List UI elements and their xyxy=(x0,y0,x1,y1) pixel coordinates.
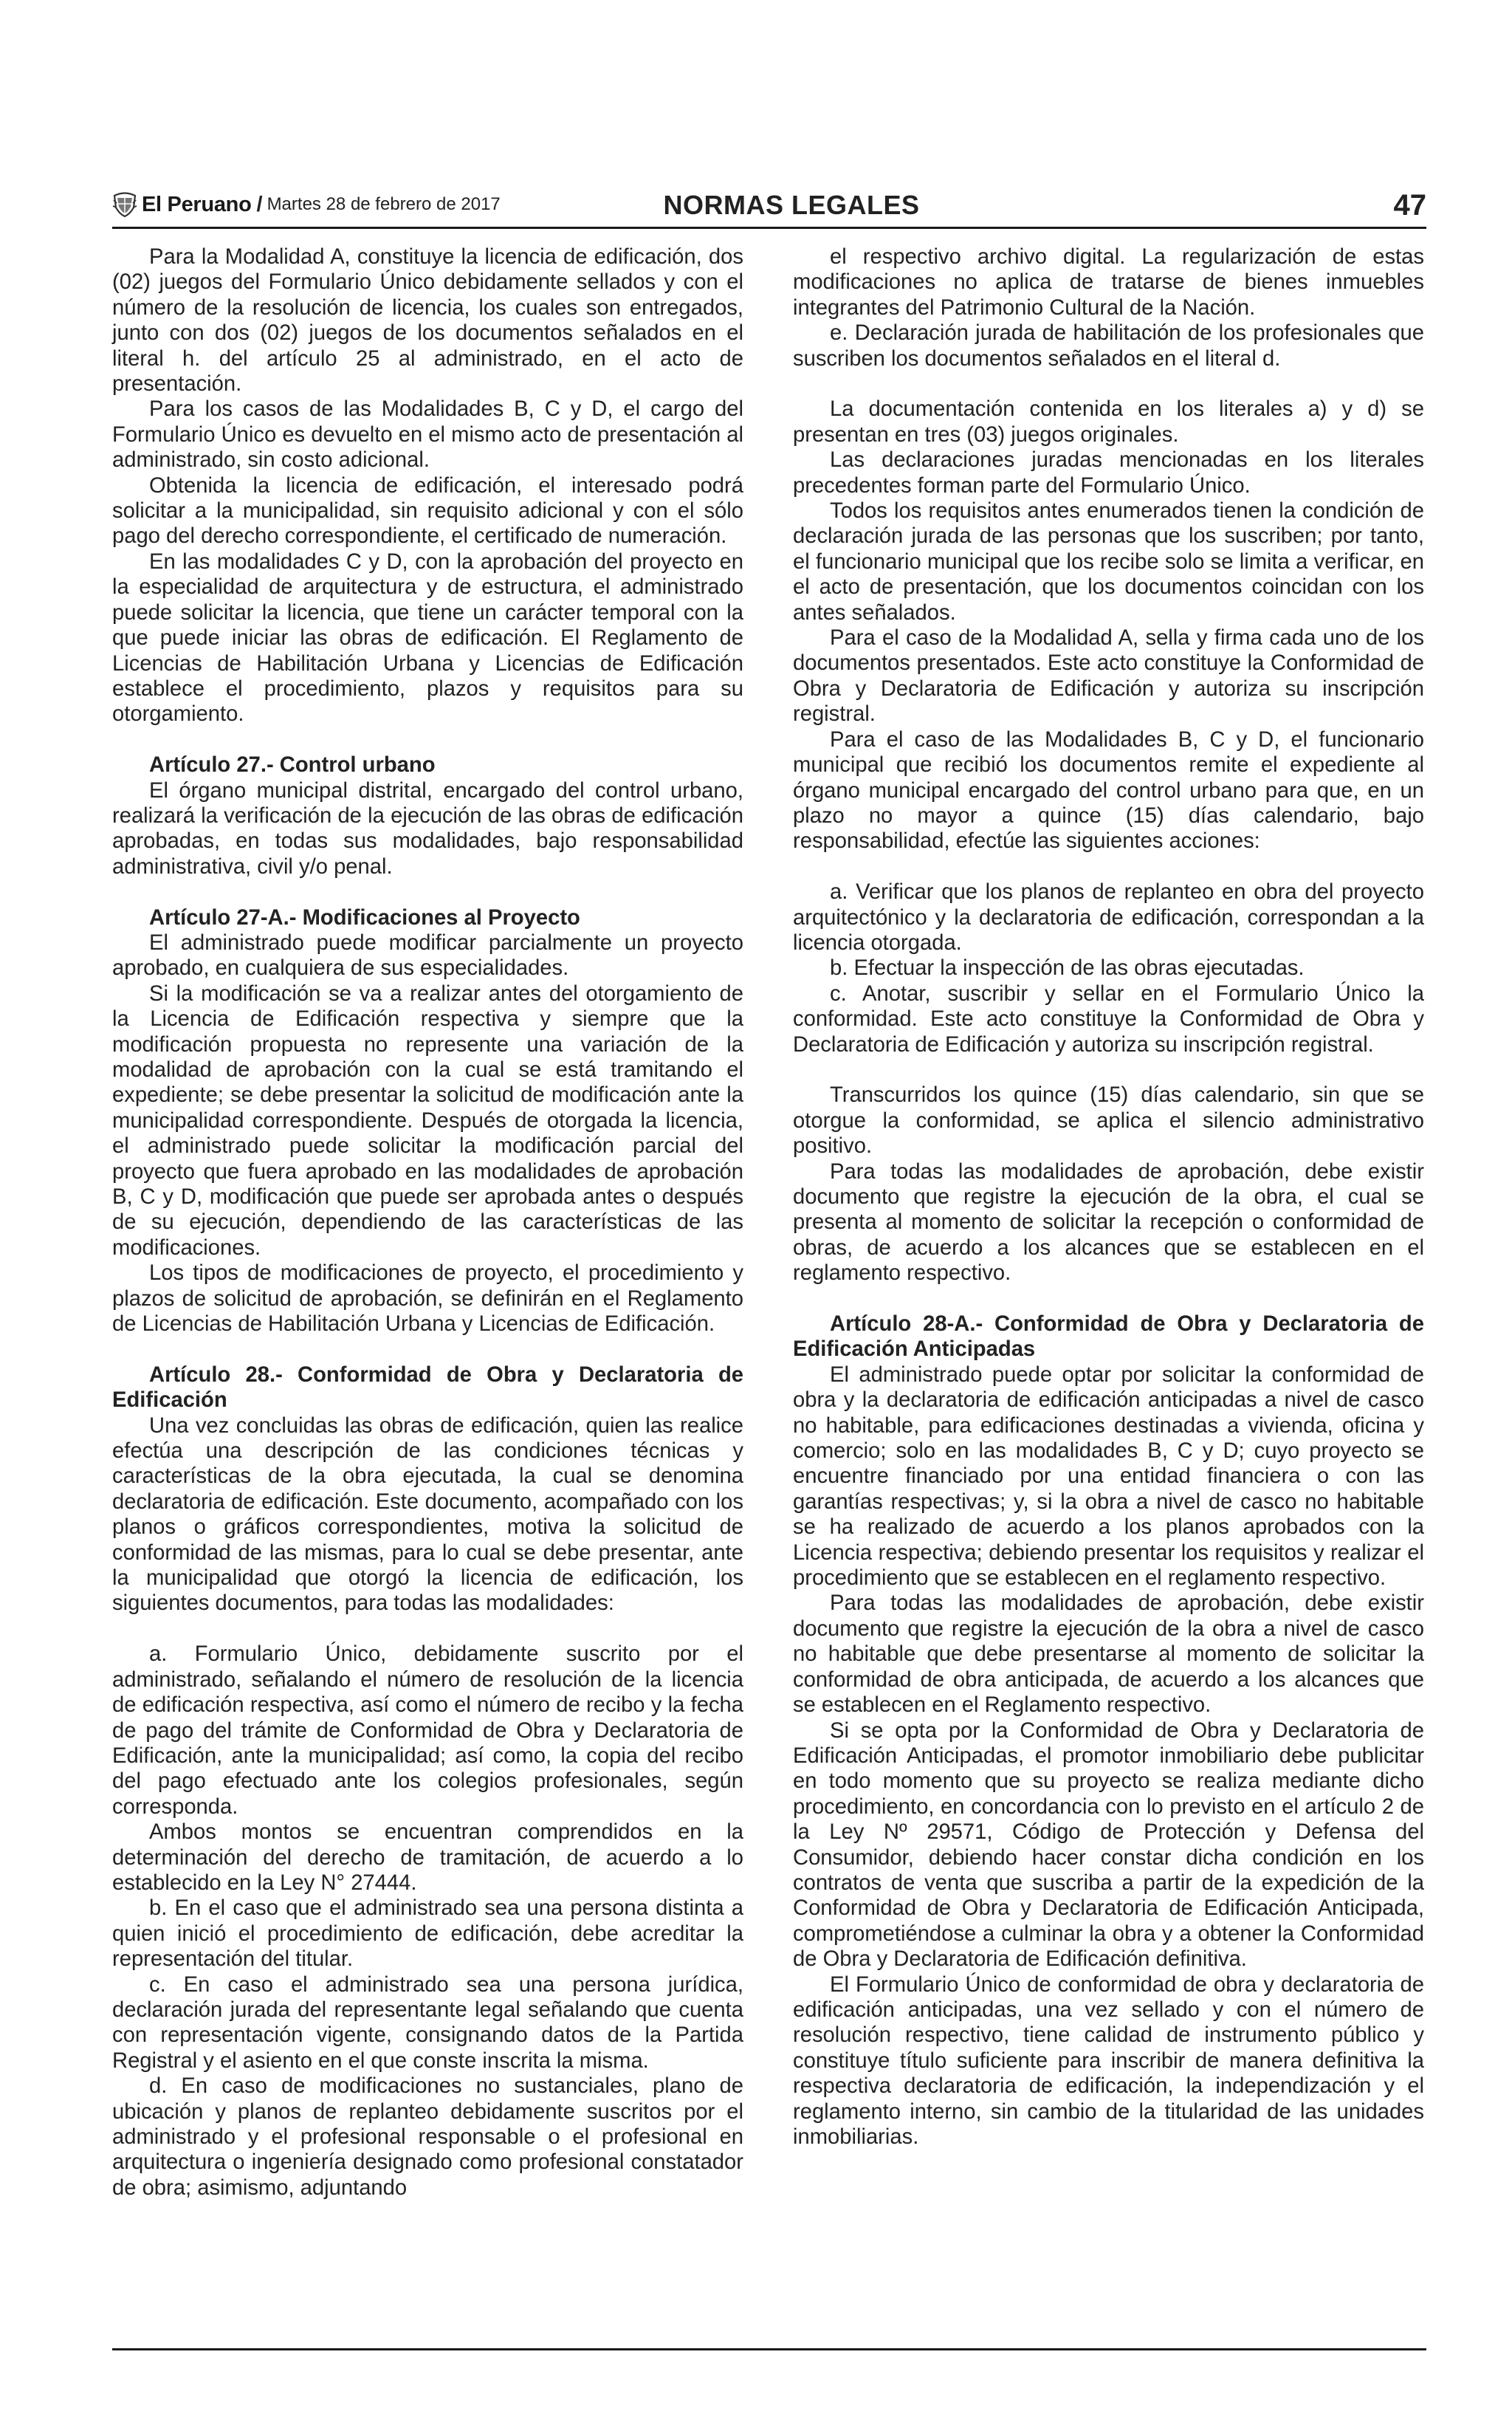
spacer xyxy=(112,1337,743,1362)
paragraph: Para los casos de las Modalidades B, C y D, el cargo del Formulario Único es devuelto en el mismo acto de presentación al administrado, sin costo adicional. xyxy=(112,397,743,473)
coat-of-arms-icon xyxy=(112,191,137,218)
list-item: a. Verificar que los planos de replanteo en obra del proyecto arquitectónico y la declaratoria de edificación, correspondan a la licencia otorgada. xyxy=(793,880,1424,955)
paragraph: El órgano municipal distrital, encargado del control urbano, realizará la verificación de la ejecución de las obras de edificación aprobadas, en todas sus modalidades, bajo responsabilidad administrativa, civil y/o penal. xyxy=(112,778,743,879)
article-heading: Artículo 27.- Control urbano xyxy=(149,753,436,778)
paragraph: Para el caso de las Modalidades B, C y D, el funcionario municipal que recibió los documentos remite el expediente al órgano municipal encargado del control urbano para que, en un plazo no mayor a quince (15) días calendario, bajo responsabilidad, efectúe las siguientes acciones: xyxy=(793,727,1424,854)
spacer xyxy=(793,854,1424,879)
section-title: NORMAS LEGALES xyxy=(663,190,920,220)
list-item: c. En caso el administrado sea una persona jurídica, declaración jurada del representante legal señalando que cuenta con representación vigente, consignando datos de la Partida Registral y el asiento en el que conste inscrita la misma. xyxy=(112,1972,743,2073)
page-number: 47 xyxy=(1393,189,1426,222)
newspaper-name: El Peruano xyxy=(142,192,252,216)
paragraph: el respectivo archivo digital. La regularización de estas modificaciones no aplica de tratarse de bienes inmuebles integrantes del Patrimonio Cultural de la Nación. xyxy=(793,245,1424,320)
header-rule xyxy=(112,227,1426,229)
spacer xyxy=(112,879,743,905)
paragraph: Para el caso de la Modalidad A, sella y firma cada uno de los documentos presentados. Este acto constituye la Conformidad de Obra y Declaratoria de Edificación y autoriza su inscripción registral. xyxy=(793,626,1424,727)
spacer xyxy=(793,1057,1424,1083)
paragraph: En las modalidades C y D, con la aprobación del proyecto en la especialidad de arquitectura y de estructura, el administrado puede solicitar la licencia, que tiene un carácter temporal con la que puede iniciar las obras de edificación. El Reglamento de Licencias de Habilitación Urbana y Licencias de Edificación establece el procedimiento, plazos y requisitos para su otorgamiento. xyxy=(112,549,743,727)
list-item: b. Efectuar la inspección de las obras ejecutadas. xyxy=(830,956,1305,981)
paragraph: Una vez concluidas las obras de edificación, quien las realice efectúa una descripción de las condiciones técnicas y características de la obra ejecutada, la cual se denomina declaratoria de edificación. Este documento, acompañado con los planos o gráficos correspondientes, motiva la solicitud de conformidad de las mismas, para lo cual se debe presentar, ante la municipalidad que otorgó la licencia de edificación, los siguientes documentos, para todas las modalidades: xyxy=(112,1413,743,1616)
article-heading: Artículo 28.- Conformidad de Obra y Declaratoria de Edificación xyxy=(112,1362,743,1413)
right-column xyxy=(793,244,1424,2150)
paragraph: Si la modificación se va a realizar antes del otorgamiento de la Licencia de Edificación respectiva y siempre que la modificación propuesta no represente una variación de la modalidad de aprobación con la cual se está tramitando el expediente; se debe presentar la solicitud de modificación ante la municipalidad correspondiente. Después de otorgada la licencia, el administrado puede solicitar la modificación parcial del proyecto que fuera aprobado en las modalidades de aprobación B, C y D, modificación que puede ser aprobada antes o después de su ejecución, dependiendo de las características de las modificaciones. xyxy=(112,981,743,1260)
paragraph: Si se opta por la Conformidad de Obra y Declaratoria de Edificación Anticipadas, el promotor inmobiliario debe publicitar en todo momento que su proyecto se realiza mediante dicho procedimiento, en concordancia con lo previsto en el artículo 2 de la Ley Nº 29571, Código de Protección y Defensa del Consumidor, debiendo hacer constar dicha condición en los contratos de venta que suscriba a partir de la expedición de la Conformidad de Obra y Declaratoria de Edificación Anticipada, comprometiéndose a culminar la obra y a obtener la Conformidad de Obra y Declaratoria de Edificación definitiva. xyxy=(793,1718,1424,1972)
paragraph: Todos los requisitos antes enumerados tienen la condición de declaración jurada de las personas que los suscriben; por tanto, el funcionario municipal que los recibe solo se limita a verificar, en el acto de presentación, que los documentos coincidan con los antes señalados. xyxy=(793,499,1424,625)
paragraph: Obtenida la licencia de edificación, el interesado podrá solicitar a la municipalidad, sin requisito adicional y con el sólo pago del derecho correspondiente, el certificado de numeración. xyxy=(112,473,743,549)
spacer xyxy=(793,1286,1424,1311)
publication-date: Martes 28 de febrero de 2017 xyxy=(267,194,501,214)
list-item: e. Declaración jurada de habilitación de los profesionales que suscriben los documentos señalados en el literal d. xyxy=(793,321,1424,371)
paragraph: Transcurridos los quince (15) días calendario, sin que se otorgue la conformidad, se aplica el silencio administrativo positivo. xyxy=(793,1083,1424,1159)
paragraph: Los tipos de modificaciones de proyecto, el procedimiento y plazos de solicitud de aprobación, se definirán en el Reglamento de Licencias de Habilitación Urbana y Licencias de Edificación. xyxy=(112,1261,743,1337)
list-item: c. Anotar, suscribir y sellar en el Formulario Único la conformidad. Este acto constituye la Conformidad de Obra y Declaratoria de Edificación y autoriza su inscripción registral. xyxy=(793,981,1424,1057)
list-item: a. Formulario Único, debidamente suscrito por el administrado, señalando el número de resolución de la licencia de edificación respectiva, así como el número de recibo y la fecha de pago del trámite de Conformidad de Obra y Declaratoria de Edificación, ante la municipalidad; así como, la copia del recibo del pago efectuado ante los colegios profesionales, según corresponda. xyxy=(112,1642,743,1819)
paragraph: Para todas las modalidades de aprobación, debe existir documento que registre la ejecución de la obra, el cual se presenta al momento de solicitar la recepción o conformidad de obras, de acuerdo a los alcances que se establecen en el reglamento respectivo. xyxy=(793,1159,1424,1286)
paragraph: El administrado puede modificar parcialmente un proyecto aprobado, en cualquiera de sus especialidades. xyxy=(112,930,743,981)
paragraph: Las declaraciones juradas mencionadas en los literales precedentes forman parte del Formulario Único. xyxy=(793,448,1424,498)
article-heading: Artículo 28-A.- Conformidad de Obra y Declaratoria de Edificación Anticipadas xyxy=(793,1312,1424,1362)
spacer xyxy=(112,1616,743,1642)
masthead xyxy=(112,190,501,219)
article-heading: Artículo 27-A.- Modificaciones al Proyecto xyxy=(149,905,580,930)
spacer xyxy=(112,727,743,752)
left-column xyxy=(112,244,743,2201)
footer-rule xyxy=(112,2348,1426,2350)
paragraph: La documentación contenida en los literales a) y d) se presentan en tres (03) juegos originales. xyxy=(793,397,1424,447)
list-item: b. En el caso que el administrado sea una persona distinta a quien inició el procedimiento de edificación, debe acreditar la representación del titular. xyxy=(112,1896,743,1972)
paragraph: Para todas las modalidades de aprobación, debe existir documento que registre la ejecución de la obra a nivel de casco no habitable que debe presentarse al momento de solicitar la conformidad de obra anticipada, de acuerdo a los alcances que se establecen en el Reglamento respectivo. xyxy=(793,1591,1424,1718)
paragraph: Para la Modalidad A, constituye la licencia de edificación, dos (02) juegos del Formulario Único debidamente sellados y con el número de la resolución de licencia, los cuales son entregados, junto con dos (02) juegos de los documentos señalados en el literal h. del artículo 25 al administrado, en el acto de presentación. xyxy=(112,245,743,397)
header-separator: / xyxy=(256,192,263,216)
spacer xyxy=(793,371,1424,397)
page-header xyxy=(112,188,1426,224)
paragraph: Ambos montos se encuentran comprendidos en la determinación del derecho de tramitación, de acuerdo a lo establecido en la Ley N° 27444. xyxy=(112,1820,743,1895)
paragraph: El administrado puede optar por solicitar la conformidad de obra y la declaratoria de edificación anticipadas a nivel de casco no habitable, para edificaciones destinadas a vivienda, oficina y comercio; solo en las modalidades B, C y D; cuyo proyecto se encuentre financiado por una entidad financiera o con las garantías respectivas; y, si la obra a nivel de casco no habitable se ha realizado de acuerdo a los planos aprobados con la Licencia respectiva; debiendo presentar los requisitos y realizar el procedimiento que se establecen en el reglamento respectivo. xyxy=(793,1362,1424,1591)
paragraph: El Formulario Único de conformidad de obra y declaratoria de edificación anticipadas, una vez sellado y con el número de resolución respectivo, tiene calidad de instrumento público y constituye título suficiente para inscribir de manera definitiva la respectiva declaratoria de edificación, la independización y el reglamento interno, sin cambio de la titularidad de las unidades inmobiliarias. xyxy=(793,1972,1424,2149)
list-item: d. En caso de modificaciones no sustanciales, plano de ubicación y planos de replanteo debidamente suscritos por el administrado y el profesional responsable o el profesional en arquitectura o ingeniería designado como profesional constatador de obra; asimismo, adjuntando xyxy=(112,2074,743,2200)
